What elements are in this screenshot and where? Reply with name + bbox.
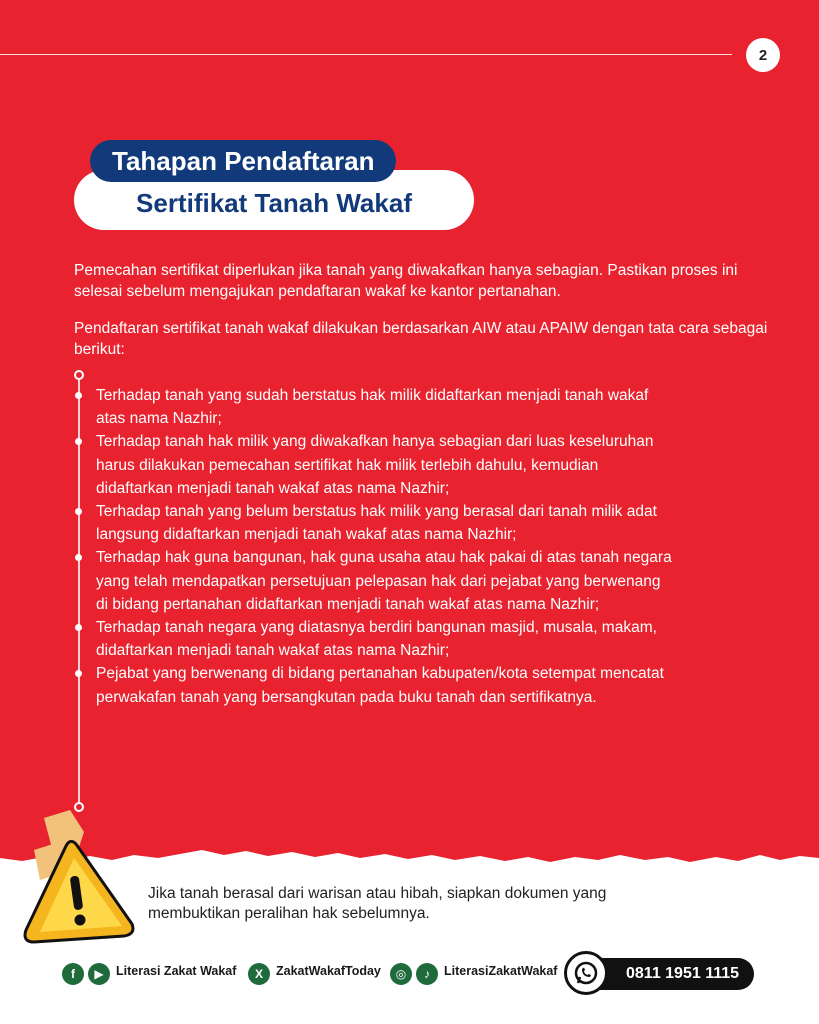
bullet-dot	[75, 508, 82, 515]
list-item	[74, 546, 674, 616]
tiktok-icon[interactable]: ♪	[416, 963, 438, 985]
step-text: Terhadap tanah yang belum berstatus hak milik yang berasal dari tanah milik adat langsung didaftarkan menjadi tanah wakaf atas nama Nazhir;	[96, 503, 657, 544]
intro-paragraph-1: Pemecahan sertifikat diperlukan jika tanah yang diwakafkan hanya sebagian. Pastikan proses ini selesai sebelum mengajukan pendaftaran wakaf ke kantor pertanahan.	[74, 262, 738, 300]
list-item	[74, 616, 674, 662]
list-item	[74, 662, 674, 708]
bullet-dot	[75, 438, 82, 445]
step-text: Pejabat yang berwenang di bidang pertanahan kabupaten/kota setempat mencatat perwakafan tanah yang bersangkutan pada buku tanah dan sertifikatnya.	[96, 665, 664, 706]
warning-icon	[14, 810, 136, 950]
intro-paragraph-2: Pendaftaran sertifikat tanah wakaf dilakukan berdasarkan AIW atau APAIW dengan tata cara sebagai berikut:	[74, 320, 768, 358]
bullet-dot	[75, 554, 82, 561]
whatsapp-icon[interactable]	[564, 951, 608, 995]
bullet-dot	[75, 624, 82, 631]
instagram-tiktok-handle[interactable]: LiterasiZakatWakaf	[444, 964, 558, 978]
facebook-youtube-handle[interactable]: Literasi Zakat Wakaf	[116, 964, 237, 978]
footer-social-bar	[62, 954, 762, 994]
step-text: Terhadap tanah negara yang diatasnya berdiri bangunan masjid, musala, makam, didaftarkan menjadi tanah wakaf atas nama Nazhir;	[96, 619, 657, 660]
list-item	[74, 430, 674, 500]
step-text: Terhadap tanah hak milik yang diwakafkan hanya sebagian dari luas keseluruhan harus dilakukan pemecahan sertifikat hak milik terlebih dahulu, kemudian didaftarkan menjadi tanah wakaf atas nama Nazhir;	[96, 433, 654, 497]
list-item	[74, 500, 674, 546]
instagram-icon[interactable]: ◎	[390, 963, 412, 985]
title-block	[74, 140, 484, 232]
bullet-dot	[75, 670, 82, 677]
list-item	[74, 384, 674, 430]
facebook-icon[interactable]: f	[62, 963, 84, 985]
step-text: Terhadap hak guna bangunan, hak guna usaha atau hak pakai di atas tanah negara yang telah mendapatkan persetujuan pelepasan hak dari pejabat yang berwenang di bidang pertanahan didaftarkan menjadi tanah wakaf atas nama Nazhir;	[96, 549, 672, 613]
step-text: Terhadap tanah yang sudah berstatus hak milik didaftarkan menjadi tanah wakaf atas nama Nazhir;	[96, 387, 649, 428]
bullet-dot	[75, 392, 82, 399]
warning-text: Jika tanah berasal dari warisan atau hibah, siapkan dokumen yang membuktikan peralihan hak sebelumnya.	[148, 885, 607, 922]
x-icon[interactable]: X	[248, 963, 270, 985]
title-line1: Tahapan Pendaftaran	[90, 140, 396, 182]
steps-list	[74, 384, 674, 709]
timeline-start-marker	[74, 370, 84, 380]
whatsapp-number[interactable]: 0811 1951 1115	[568, 958, 754, 990]
page-number: 2	[746, 38, 780, 72]
title-line2: Sertifikat Tanah Wakaf	[74, 170, 474, 230]
header-divider	[0, 54, 732, 55]
youtube-icon[interactable]: ▶	[88, 963, 110, 985]
x-handle[interactable]: ZakatWakafToday	[276, 964, 381, 978]
